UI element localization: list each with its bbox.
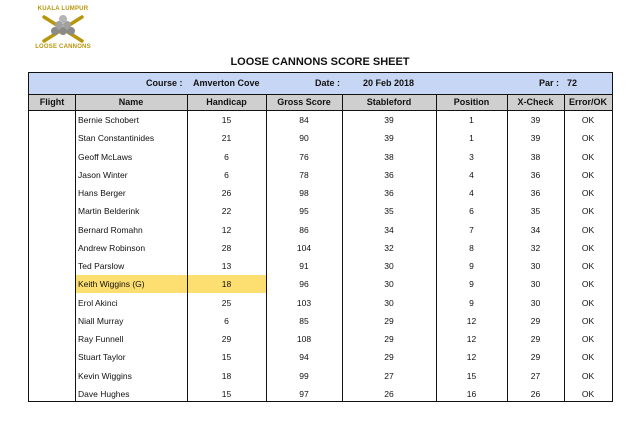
player-name: Dave Hughes — [78, 388, 130, 399]
stableford-cell: 38 — [384, 151, 394, 162]
stableford-cell: 26 — [384, 388, 394, 399]
gross-score-cell: 86 — [299, 224, 309, 235]
player-name: Stuart Taylor — [78, 352, 126, 363]
table-row — [29, 294, 612, 312]
player-name: Martin Belderink — [78, 206, 140, 217]
error-ok-cell: OK — [581, 242, 595, 253]
position-cell: 1 — [469, 133, 474, 144]
column-divider — [342, 95, 343, 401]
error-ok-cell: OK — [581, 370, 595, 381]
position-cell: 9 — [469, 261, 474, 271]
column-divider — [564, 95, 565, 401]
header-stableford: Stableford — [366, 97, 412, 107]
player-name: Kevin Wiggins — [78, 370, 132, 381]
stableford-cell: 39 — [384, 133, 394, 144]
table-row — [29, 184, 612, 202]
stableford-cell: 29 — [384, 334, 394, 344]
table-row — [29, 348, 612, 366]
handicap-cell: 18 — [221, 370, 232, 381]
handicap-cell: 18 — [187, 275, 266, 293]
xcheck-cell: 35 — [530, 206, 541, 217]
xcheck-cell: 29 — [530, 352, 541, 363]
handicap-cell: 15 — [221, 115, 232, 125]
player-name: Keith Wiggins (G) — [75, 275, 187, 293]
table-row — [29, 367, 612, 385]
gross-score-cell: 97 — [299, 388, 309, 399]
gross-score-cell: 91 — [299, 261, 309, 271]
date-label: Date : — [315, 78, 341, 88]
player-name: Stan Constantinides — [78, 133, 155, 144]
handicap-cell: 6 — [224, 169, 229, 180]
gross-score-cell: 103 — [296, 297, 312, 308]
gross-score-cell: 96 — [299, 279, 309, 290]
stableford-cell: 29 — [384, 315, 394, 326]
error-ok-cell: OK — [581, 188, 595, 198]
error-ok-cell: OK — [581, 261, 595, 271]
gross-score-cell: 90 — [299, 133, 309, 144]
header-flight: Flight — [39, 97, 65, 107]
error-ok-cell: OK — [581, 279, 595, 290]
table-row — [29, 330, 612, 348]
column-header-row — [29, 95, 612, 111]
table-row — [29, 111, 612, 129]
stableford-cell: 35 — [384, 206, 394, 217]
xcheck-cell: 30 — [530, 279, 541, 290]
handicap-cell: 15 — [221, 352, 232, 363]
gross-score-cell: 78 — [299, 169, 309, 180]
stableford-cell: 30 — [384, 279, 394, 290]
table-row — [29, 221, 612, 239]
club-logo — [28, 6, 98, 52]
xcheck-cell: 27 — [530, 370, 541, 381]
position-cell: 7 — [469, 224, 474, 235]
xcheck-cell: 39 — [530, 133, 541, 144]
position-cell: 16 — [466, 388, 477, 399]
position-cell: 15 — [466, 370, 477, 381]
xcheck-cell: 38 — [530, 151, 541, 162]
player-name: Erol Akinci — [78, 297, 118, 308]
position-cell: 1 — [469, 115, 474, 125]
stableford-cell: 29 — [384, 352, 394, 363]
course-value: Amverton Cove — [193, 78, 260, 88]
table-row — [29, 385, 612, 403]
player-name: Bernie Schobert — [78, 115, 139, 125]
table-row — [29, 312, 612, 330]
table-row — [29, 257, 612, 275]
handicap-cell: 6 — [224, 315, 229, 326]
header-gross-score: Gross Score — [277, 97, 331, 107]
table-row — [29, 129, 612, 147]
stableford-cell: 34 — [384, 224, 394, 235]
gross-score-cell: 98 — [299, 188, 309, 198]
column-divider — [75, 95, 76, 401]
position-cell: 9 — [469, 279, 474, 290]
handicap-cell: 29 — [221, 334, 232, 344]
xcheck-cell: 29 — [530, 334, 541, 344]
column-divider — [266, 95, 267, 401]
xcheck-cell: 30 — [530, 297, 541, 308]
player-name: Hans Berger — [78, 188, 126, 198]
header-position: Position — [453, 97, 490, 107]
xcheck-cell: 39 — [530, 115, 541, 125]
error-ok-cell: OK — [581, 297, 595, 308]
error-ok-cell: OK — [581, 169, 595, 180]
player-name: Bernard Romahn — [78, 224, 143, 235]
stableford-cell: 27 — [384, 370, 394, 381]
header-handicap: Handicap — [206, 97, 247, 107]
gross-score-cell: 104 — [296, 242, 312, 253]
gross-score-cell: 108 — [296, 334, 312, 344]
stableford-cell: 36 — [384, 169, 394, 180]
stableford-cell: 39 — [384, 115, 394, 125]
column-divider — [187, 95, 188, 401]
xcheck-cell: 36 — [530, 188, 541, 198]
handicap-cell: 15 — [221, 388, 232, 399]
crossed-cannons-icon — [41, 14, 85, 44]
handicap-cell: 26 — [221, 188, 232, 198]
player-name: Andrew Robinson — [78, 242, 146, 253]
gross-score-cell: 99 — [299, 370, 309, 381]
gross-score-cell: 94 — [299, 352, 309, 363]
handicap-cell: 25 — [221, 297, 232, 308]
player-name: Jason Winter — [78, 169, 128, 180]
player-name: Niall Murray — [78, 315, 124, 326]
xcheck-cell: 32 — [530, 242, 541, 253]
handicap-cell: 12 — [221, 224, 232, 235]
stableford-cell: 30 — [384, 297, 394, 308]
error-ok-cell: OK — [581, 224, 595, 235]
error-ok-cell: OK — [581, 388, 595, 399]
handicap-cell: 21 — [221, 133, 232, 144]
stableford-cell: 30 — [384, 261, 394, 271]
xcheck-cell: 30 — [530, 261, 541, 271]
gross-score-cell: 76 — [299, 151, 309, 162]
position-cell: 4 — [469, 188, 474, 198]
error-ok-cell: OK — [581, 133, 595, 144]
gross-score-cell: 95 — [299, 206, 309, 217]
table-row — [29, 275, 612, 293]
table-row — [29, 148, 612, 166]
position-cell: 4 — [469, 169, 474, 180]
error-ok-cell: OK — [581, 334, 595, 344]
player-name: Ray Funnell — [78, 334, 124, 344]
player-name: Geoff McLaws — [78, 151, 133, 162]
course-label: Course : — [146, 78, 183, 88]
course-info-bar — [29, 73, 612, 95]
table-row — [29, 239, 612, 257]
xcheck-cell: 36 — [530, 169, 541, 180]
gross-score-cell: 84 — [299, 115, 309, 125]
column-divider — [436, 95, 437, 401]
xcheck-cell: 26 — [530, 388, 541, 399]
handicap-cell: 28 — [221, 242, 232, 253]
position-cell: 6 — [469, 206, 474, 217]
position-cell: 12 — [466, 352, 477, 363]
par-label: Par : — [539, 78, 560, 88]
stableford-cell: 36 — [384, 188, 394, 198]
player-name: Ted Parslow — [78, 261, 125, 271]
stableford-cell: 32 — [384, 242, 394, 253]
xcheck-cell: 34 — [530, 224, 541, 235]
error-ok-cell: OK — [581, 206, 595, 217]
column-divider — [507, 95, 508, 401]
handicap-cell: 6 — [224, 151, 229, 162]
xcheck-cell: 29 — [530, 315, 541, 326]
position-cell: 8 — [469, 242, 474, 253]
position-cell: 9 — [469, 297, 474, 308]
gross-score-cell: 85 — [299, 315, 309, 326]
header-xcheck: X-Check — [517, 97, 554, 107]
logo-bottom-text: LOOSE CANNONS — [35, 44, 91, 50]
error-ok-cell: OK — [581, 315, 595, 326]
handicap-cell: 13 — [221, 261, 232, 271]
table-row — [29, 166, 612, 184]
position-cell: 12 — [466, 315, 477, 326]
logo-top-text: KUALA LUMPUR — [37, 6, 89, 12]
header-error-ok: Error/OK — [568, 97, 607, 107]
score-sheet — [28, 72, 613, 402]
error-ok-cell: OK — [581, 115, 595, 125]
sheet-title: LOOSE CANNONS SCORE SHEET — [230, 56, 410, 68]
header-name: Name — [118, 97, 144, 107]
error-ok-cell: OK — [581, 151, 595, 162]
position-cell: 3 — [469, 151, 474, 162]
table-row — [29, 202, 612, 220]
par-value: 72 — [567, 78, 578, 88]
handicap-cell: 22 — [221, 206, 232, 217]
error-ok-cell: OK — [581, 352, 595, 363]
position-cell: 12 — [466, 334, 477, 344]
date-value: 20 Feb 2018 — [363, 78, 415, 88]
